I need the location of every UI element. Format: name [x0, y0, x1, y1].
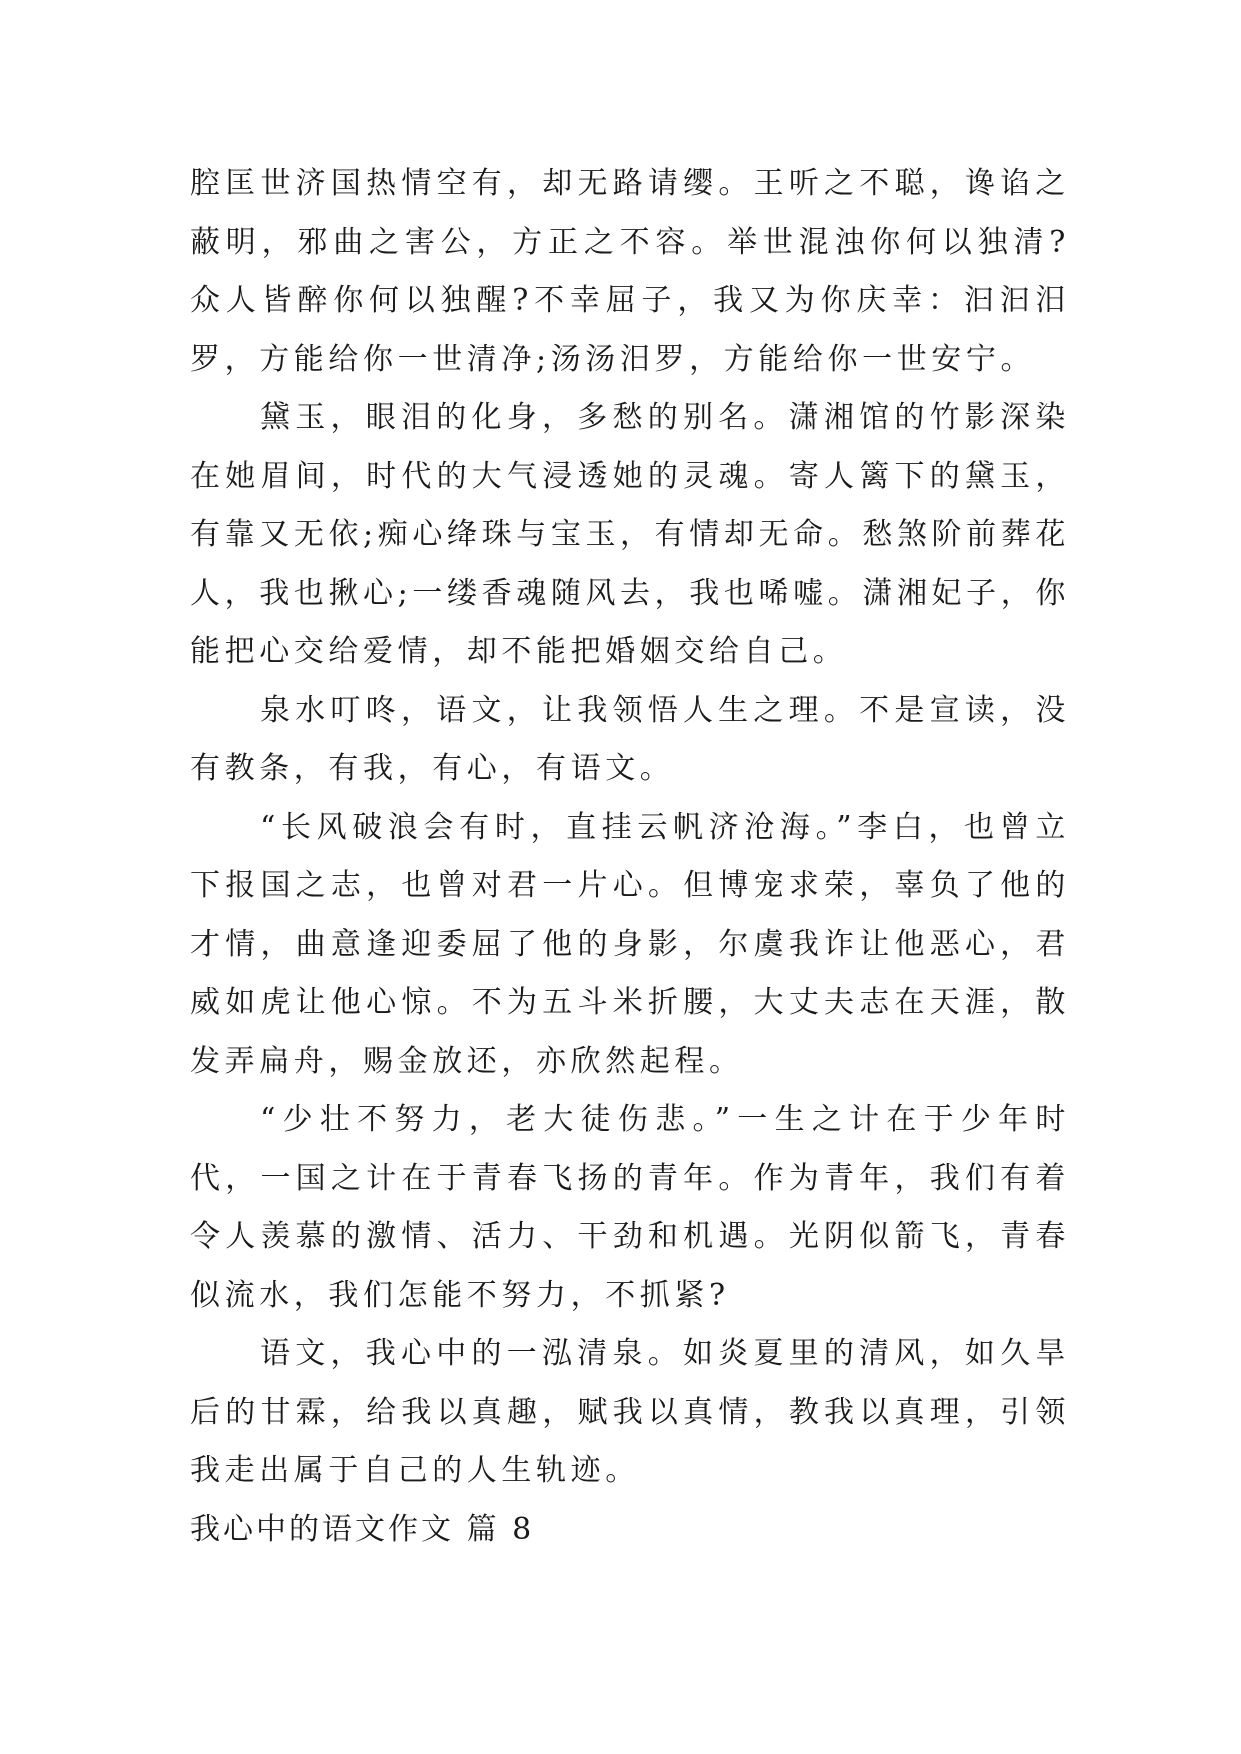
- paragraph-dai-yu: 黛玉，眼泪的化身，多愁的别名。潇湘馆的竹影深染在她眉间，时代的大气浸透她的灵魂。寄人篱下的黛玉，有靠又无依;痴心绛珠与宝玉，有情却无命。愁煞阶前葬花人，我也揪心;一缕香魂随风去，我也唏嘘。潇湘妃子，你能把心交给爱情，却不能把婚姻交给自己。: [190, 400, 1070, 669]
- paragraph-conclusion: 语文，我心中的一泓清泉。如炎夏里的清风，如久旱后的甘霖，给我以真趣，赋我以真情，教我以真理，引领我走出属于自己的人生轨迹。: [190, 1336, 1070, 1488]
- essay-body: [190, 155, 1070, 1559]
- paragraph-qu-yuan: 腔匡世济国热情空有，却无路请缨。王听之不聪，谗谄之蔽明，邪曲之害公，方正之不容。举世混浊你何以独清?众人皆醉你何以独醒?不幸屈子，我又为你庆幸：汩汩汨罗，方能给你一世清净;汤汤汨罗，方能给你一世安宁。: [190, 166, 1070, 377]
- paragraph-li-bai: “长风破浪会有时，直挂云帆济沧海。”李白，也曾立下报国之志，也曾对君一片心。但博宠求荣，辜负了他的才情，曲意逢迎委屈了他的身影，尔虞我诈让他恶心，君威如虎让他心惊。不为五斗米折腰，大丈夫志在天涯，散发弄扁舟，赐金放还，亦欣然起程。: [190, 809, 1070, 1079]
- paragraph-spring-water: 泉水叮咚，语文，让我领悟人生之理。不是宣读，没有教条，有我，有心，有语文。: [190, 692, 1070, 786]
- section-heading: 我心中的语文作文 篇 8: [190, 1511, 535, 1547]
- paragraph-youth: “少壮不努力，老大徒伤悲。”一生之计在于少年时代，一国之计在于青春飞扬的青年。作为青年，我们有着令人羡慕的激情、活力、干劲和机遇。光阴似箭飞，青春似流水，我们怎能不努力，不抓紧?: [190, 1102, 1070, 1313]
